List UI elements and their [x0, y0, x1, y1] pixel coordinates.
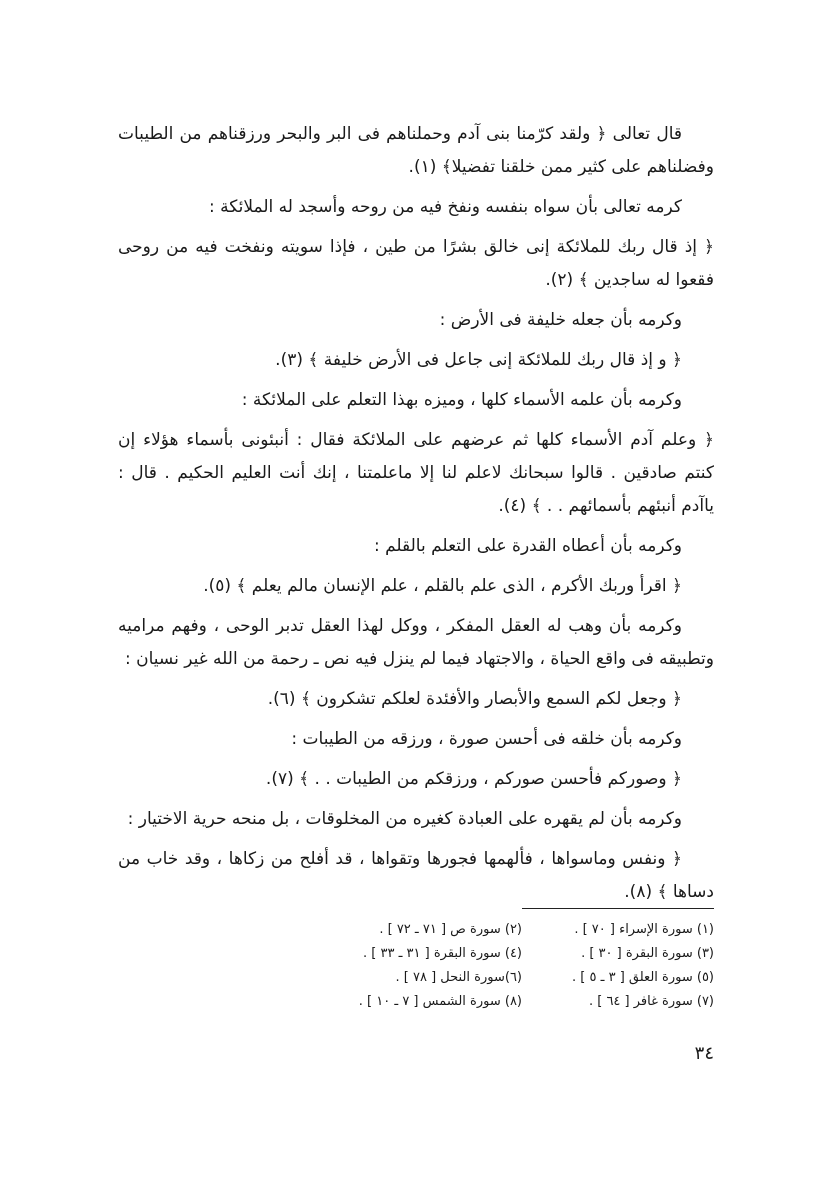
- footnote-8: (٨) سورة الشمس [ ٧ ـ ١٠ ] .: [358, 994, 522, 1009]
- paragraph-quote-verse: ﴿ إذ قال ربك للملائكة إنى خالق بشرًا من طين ، فإذا سويته ونفخت فيه من روحى فقعوا له ساجدين ﴾ (٢).: [118, 237, 714, 290]
- paragraph-honor-intellect: وكرمه بأن وهب له العقل المفكر ، ووكل لهذا العقل تدبر الوحى ، وفهم مراميه وتطبيقه فى واقع الحياة ، والاجتهاد فيما لم ينزل فيه نص ـ رحمة من الله غير نسيان :: [118, 616, 714, 669]
- footnote-divider: [522, 908, 714, 909]
- paragraph-quote-verse: ﴿ وعلم آدم الأسماء كلها ثم عرضهم على الملائكة فقال : أنبئونى بأسماء هؤلاء إن كنتم صادقين . قالوا سبحانك لاعلم لنا إلا ماعلمتنا ، إنك أنت العليم الحكيم . قال : ياآدم أنبئهم بأسمائهم . . ﴾ (٤).: [118, 430, 714, 516]
- paragraph-honor-pen: وكرمه بأن أعطاه القدرة على التعلم بالقلم :: [373, 536, 682, 556]
- paragraph-honor-form: وكرمه بأن خلقه فى أحسن صورة ، ورزقه من الطيبات :: [291, 729, 682, 749]
- footnote-4: (٤) سورة البقرة [ ٣١ ـ ٣٣ ] .: [363, 946, 522, 961]
- paragraph-quote-verse: ﴿ و إذ قال ربك للملائكة إنى جاعل فى الأرض خليفة ﴾ (٣).: [275, 350, 682, 370]
- paragraph-quote-verse: ﴿ وجعل لكم السمع والأبصار والأفئدة لعلكم تشكرون ﴾ (٦).: [267, 689, 682, 709]
- footnote-list: [118, 919, 714, 1012]
- paragraph-quote-verse: ﴿ وصوركم فأحسن صوركم ، ورزقكم من الطيبات . . ﴾ (٧).: [265, 769, 682, 789]
- paragraph-honor-creation: كرمه تعالى بأن سواه بنفسه ونفخ فيه من روحه وأسجد له الملائكة :: [209, 197, 682, 217]
- paragraph-honor-khalifa: وكرمه بأن جعله خليفة فى الأرض :: [439, 310, 682, 330]
- book-page: [118, 118, 714, 1078]
- footnotes: [118, 908, 714, 1012]
- footnote-2: (٢) سورة ص [ ٧١ ـ ٧٢ ] .: [379, 922, 522, 937]
- footnote-3: (٣) سورة البقرة [ ٣٠ ] .: [581, 946, 714, 961]
- footnote-7: (٧) سورة غافر [ ٦٤ ] .: [588, 994, 714, 1009]
- paragraph-honor-names: وكرمه بأن علمه الأسماء كلها ، وميزه بهذا التعلم على الملائكة :: [241, 390, 682, 410]
- footnote-5: (٥) سورة العلق [ ٣ ـ ٥ ] .: [572, 970, 714, 985]
- paragraph-honor-freedom: وكرمه بأن لم يقهره على العبادة كغيره من المخلوقات ، بل منحه حرية الاختيار :: [127, 809, 682, 829]
- paragraph-intro-verse: قال تعالى ﴿ ولقد كرّمنا بنى آدم وحملناهم فى البر والبحر ورزقناهم من الطيبات وفضلناهم على كثير ممن خلقنا تفضيلا﴾ (١).: [118, 124, 714, 177]
- footnote-6: (٦)سورة النحل [ ٧٨ ] .: [395, 970, 522, 985]
- page-number: ٣٤: [694, 1043, 714, 1064]
- body-text: [118, 118, 714, 909]
- paragraph-quote-verse: ﴿ اقرأ وربك الأكرم ، الذى علم بالقلم ، علم الإنسان مالم يعلم ﴾ (٥).: [203, 576, 682, 596]
- footnote-1: (١) سورة الإسراء [ ٧٠ ] .: [574, 922, 714, 937]
- paragraph-quote-verse: ﴿ ونفس وماسواها ، فألهمها فجورها وتقواها ، قد أفلح من زكاها ، وقد خاب من دساها ﴾ (٨).: [118, 849, 714, 902]
